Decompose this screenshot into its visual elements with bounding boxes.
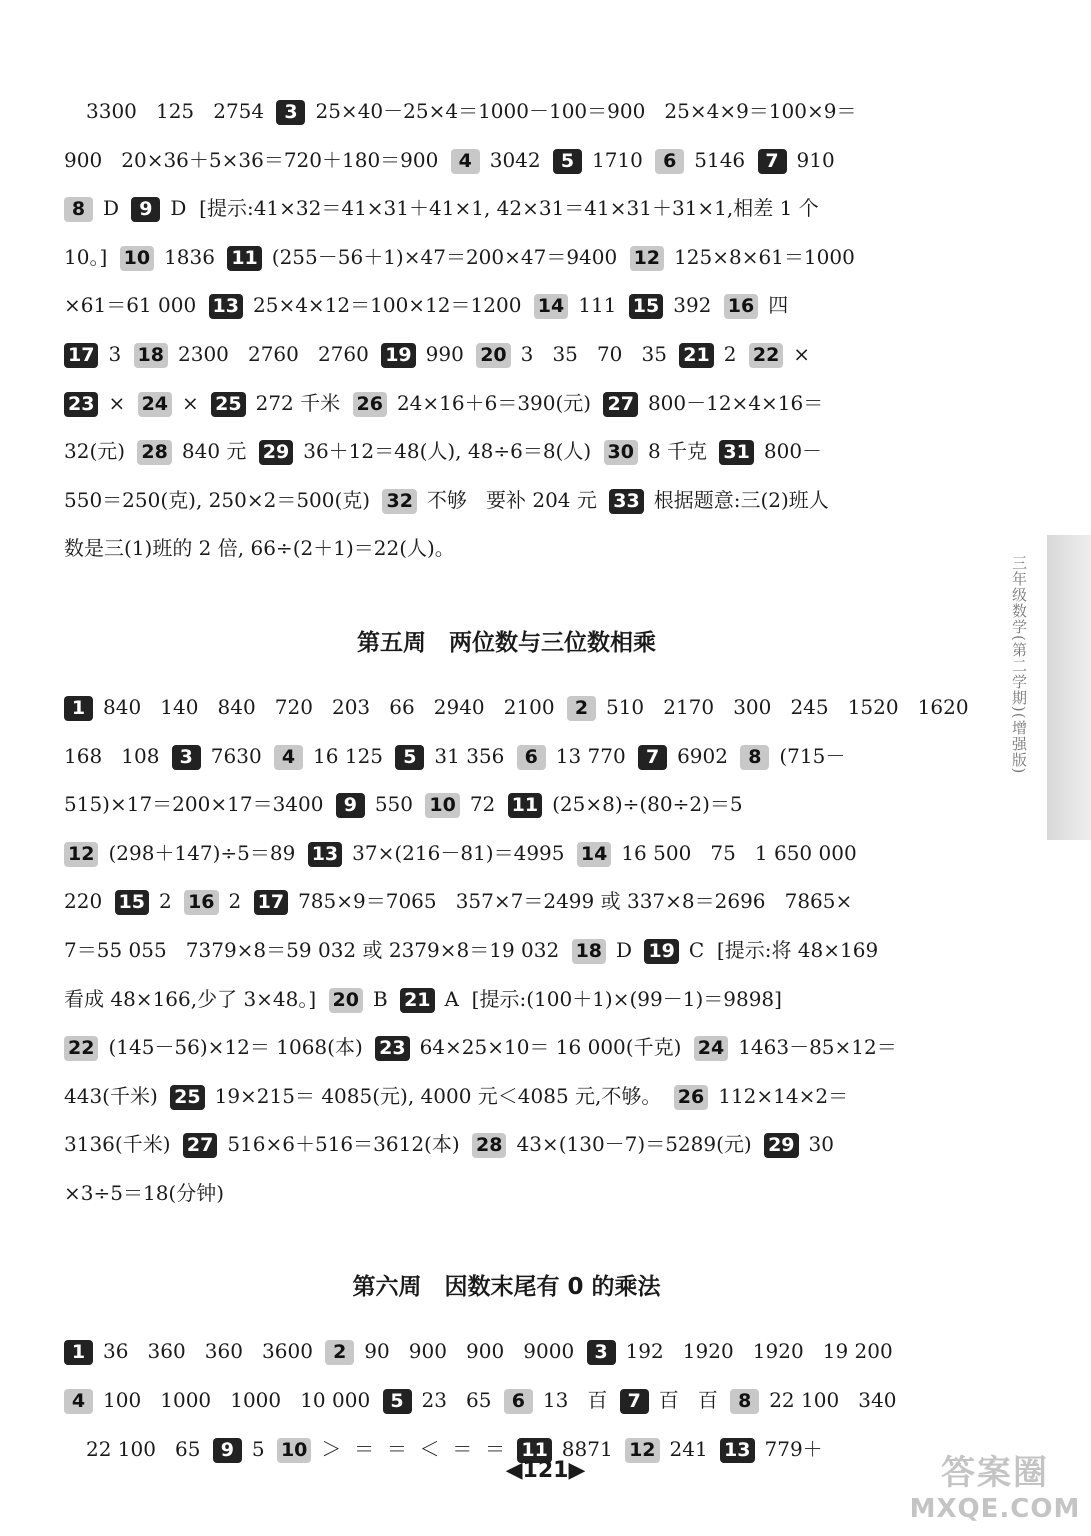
question-number-badge: 5: [395, 745, 424, 770]
page-number: ◀121▶: [505, 1458, 586, 1483]
answer-text: C [提示:将 48×169: [688, 937, 879, 962]
answer-text: 24×16＋6＝390(元): [396, 390, 598, 415]
question-number-badge: 11: [517, 1438, 551, 1463]
answer-text: 根据题意:三(2)班人: [653, 487, 829, 512]
answer-text: B: [373, 986, 395, 1011]
question-number-badge: 22: [749, 343, 783, 368]
answer-text: 22 100 65: [86, 1436, 207, 1461]
answer-text: 392: [673, 293, 718, 318]
question-number-badge: 21: [679, 343, 713, 368]
answer-text: 16 125: [313, 743, 390, 768]
watermark-logo: [900, 1455, 1090, 1535]
answer-text: 数是三(1)班的 2 倍, 66÷(2＋1)＝22(人)。: [64, 536, 455, 561]
section-heading: 第五周 两位数与三位数相乘: [357, 629, 656, 656]
answer-text: 516×6＋516＝3612(本): [227, 1132, 467, 1157]
question-number-badge: 8: [64, 197, 93, 222]
answer-text: (298＋147)÷5＝89: [108, 840, 302, 865]
answer-text: 四: [768, 293, 789, 318]
answer-text: 111: [578, 293, 623, 318]
question-number-badge: 17: [64, 343, 98, 368]
question-number-badge: 33: [609, 489, 643, 514]
question-number-badge: 12: [630, 246, 664, 271]
answer-line: [64, 136, 949, 185]
answer-text: 32(元): [64, 439, 132, 464]
question-number-badge: 25: [211, 392, 245, 417]
answer-line: [64, 87, 949, 136]
answer-line: [64, 379, 949, 428]
answer-text: 64×25×10＝ 16 000(千克): [419, 1035, 688, 1060]
question-number-badge: 29: [764, 1133, 798, 1158]
question-number-badge: 12: [625, 1438, 659, 1463]
answer-text: 2: [228, 889, 248, 914]
answer-text: D [提示:41×32＝41×31＋41×1, 42×31＝41×31＋31×1,相差 1 个: [170, 196, 819, 221]
answer-text: ×: [108, 390, 132, 415]
answer-text: 8 千克: [647, 439, 714, 464]
answer-text: 112×14×2＝: [718, 1083, 849, 1108]
question-number-badge: 23: [64, 392, 98, 417]
answer-text: (145－56)×12＝ 1068(本): [108, 1035, 370, 1060]
answer-line: [64, 1023, 949, 1072]
question-number-badge: 7: [758, 149, 787, 174]
question-number-badge: 27: [183, 1133, 217, 1158]
section-heading: 第六周 因数末尾有 0 的乘法: [352, 1274, 661, 1301]
answer-text: 910: [796, 147, 835, 172]
question-number-badge: 31: [719, 440, 753, 465]
answer-text: 220: [64, 889, 109, 914]
answer-text: 550: [374, 792, 420, 817]
answer-text: (25×8)÷(80÷2)＝5: [552, 792, 743, 817]
question-number-badge: 2: [567, 696, 596, 721]
question-number-badge: 6: [504, 1389, 533, 1414]
answer-text: 25×40－25×4＝1000－100＝900 25×4×9＝100×9＝: [315, 99, 857, 123]
answer-text: 443(千米): [64, 1083, 165, 1108]
answer-text: 72: [469, 792, 502, 817]
answer-line: [64, 780, 949, 829]
question-number-badge: 14: [577, 842, 611, 867]
answer-text: 90 900 900 9000: [364, 1339, 581, 1364]
answer-text: 241: [669, 1436, 715, 1461]
answer-text: 1836: [164, 244, 222, 269]
question-number-badge: 18: [134, 343, 168, 368]
watermark-en: MXQE.COM: [909, 1494, 1081, 1524]
question-number-badge: 20: [476, 343, 510, 368]
answer-text: 5: [251, 1436, 271, 1461]
answer-text: 3 35 70 35: [520, 341, 674, 366]
answer-text: 2: [158, 889, 179, 914]
question-number-badge: 16: [184, 890, 218, 915]
answer-text: 840 元: [181, 439, 253, 464]
question-number-badge: 11: [508, 793, 542, 818]
answer-text: 6902: [677, 743, 735, 768]
side-tab: [1047, 535, 1091, 840]
question-number-badge: 32: [382, 489, 416, 514]
answer-line: [64, 1169, 949, 1218]
watermark-cn: 答案圈: [941, 1453, 1049, 1493]
question-number-badge: 24: [138, 392, 172, 417]
answer-text: 5146: [694, 147, 752, 172]
question-number-badge: 12: [64, 842, 98, 867]
question-number-badge: 1: [64, 1340, 93, 1365]
answer-text: 10。]: [64, 244, 114, 269]
answer-text: 7630: [210, 743, 269, 768]
answer-text: 2300 2760 2760: [178, 341, 376, 366]
answer-content: [64, 87, 969, 1473]
answer-text: 36 360 360 3600: [103, 1339, 320, 1364]
question-number-badge: 19: [381, 343, 415, 368]
answer-text: 800－: [763, 439, 823, 464]
answer-text: 1710: [591, 147, 650, 172]
answer-line: [64, 1072, 949, 1121]
question-number-badge: 3: [172, 745, 201, 770]
answer-text: 990: [425, 341, 471, 366]
answer-text: 25×4×12＝100×12＝1200: [253, 293, 528, 318]
answer-text: 37×(216－81)＝4995: [352, 840, 571, 865]
answer-text: ＞ ＝ ＝ ＜ ＝ ＝: [321, 1436, 512, 1461]
question-number-badge: 20: [329, 988, 363, 1013]
question-number-badge: 17: [254, 890, 288, 915]
answer-text: 840 140 840 720 203 66 2940 2100: [103, 694, 561, 719]
question-number-badge: 16: [724, 294, 758, 319]
answer-text: ×: [182, 390, 206, 415]
question-number-badge: 22: [64, 1036, 98, 1061]
question-number-badge: 28: [472, 1133, 506, 1158]
answer-text: 23 65: [421, 1388, 498, 1413]
question-number-badge: 26: [674, 1085, 708, 1110]
answer-line: [64, 1376, 949, 1425]
answer-text: 8871: [561, 1436, 620, 1461]
answer-text: 510 2170 300 245 1520 1620: [605, 694, 969, 719]
question-number-badge: 21: [400, 988, 434, 1013]
answer-text: 7＝55 055 7379×8＝59 032 或 2379×8＝19 032: [64, 937, 566, 962]
answer-line: [64, 926, 949, 975]
answer-text: 百 百: [658, 1388, 725, 1413]
answer-line: [64, 233, 949, 282]
answer-text: 13 770: [555, 743, 633, 768]
question-number-badge: 23: [375, 1036, 409, 1061]
question-number-badge: 8: [730, 1389, 759, 1414]
question-number-badge: 8: [740, 745, 769, 770]
question-number-badge: 26: [353, 392, 387, 417]
answer-text: 900 20×36＋5×36＝720＋180＝900: [64, 147, 445, 172]
answer-text: 100 1000 1000 10 000: [103, 1388, 377, 1413]
side-tab-label: 三年级数学(第二学期)(增强版): [1010, 555, 1028, 775]
question-number-badge: 30: [604, 440, 638, 465]
question-number-badge: 3: [276, 100, 305, 125]
answer-line: [64, 1327, 949, 1376]
answer-line: [64, 877, 949, 926]
question-number-badge: 29: [259, 440, 293, 465]
answer-text: 不够 要补 204 元: [426, 487, 604, 512]
answer-text: 看成 48×166,少了 3×48。]: [64, 986, 323, 1011]
question-number-badge: 10: [120, 246, 154, 271]
answer-text: 31 356: [434, 743, 511, 768]
answer-text: D: [616, 937, 639, 962]
question-number-badge: 4: [451, 149, 480, 174]
question-number-badge: 27: [603, 392, 637, 417]
answer-text: 550＝250(克), 250×2＝500(克): [64, 487, 377, 512]
answer-line: [64, 683, 969, 732]
answer-text: 13 百: [542, 1388, 614, 1413]
answer-text: 272 千米: [255, 390, 347, 415]
answer-text: 19×215＝ 4085(元), 4000 元＜4085 元,不够。: [214, 1083, 668, 1108]
answer-text: 36＋12＝48(人), 48÷6＝8(人): [303, 439, 598, 464]
answer-text: 3: [108, 341, 128, 366]
question-number-badge: 9: [213, 1438, 242, 1463]
answer-text: 800－12×4×16＝: [647, 390, 824, 415]
question-number-badge: 28: [137, 440, 171, 465]
answer-text: 30: [808, 1132, 834, 1157]
answer-text: 3136(千米): [64, 1132, 177, 1157]
answer-text: D: [103, 196, 126, 221]
answer-text: ×61＝61 000: [64, 293, 203, 318]
answer-text: 192 1920 1920 19 200: [625, 1339, 893, 1364]
answer-text: 43×(130－7)＝5289(元): [516, 1132, 759, 1157]
answer-text: 22 100 340: [769, 1388, 897, 1413]
question-number-badge: 3: [587, 1340, 616, 1365]
answer-line: [64, 427, 949, 476]
question-number-badge: 15: [629, 294, 663, 319]
question-number-badge: 2: [325, 1340, 354, 1365]
question-number-badge: 10: [277, 1438, 311, 1463]
answer-text: ×3÷5＝18(分钟): [64, 1180, 225, 1205]
answer-text: 1463－85×12＝: [738, 1035, 897, 1060]
question-number-badge: 24: [694, 1036, 728, 1061]
answer-text: 3042: [489, 147, 547, 172]
answer-text: 168 108: [64, 743, 166, 768]
answer-line: [64, 732, 949, 781]
question-number-badge: 9: [131, 197, 160, 222]
answer-text: (255－56＋1)×47＝200×47＝9400: [271, 244, 624, 269]
question-number-badge: 1: [64, 696, 93, 721]
answer-text: 125×8×61＝1000: [674, 244, 855, 269]
answer-text: (715－: [779, 743, 846, 768]
question-number-badge: 13: [308, 842, 342, 867]
answer-line: [64, 1120, 949, 1169]
question-number-badge: 5: [383, 1389, 412, 1414]
answer-text: A [提示:(100＋1)×(99－1)＝9898]: [444, 986, 782, 1011]
answer-text: ×: [793, 341, 811, 366]
question-number-badge: 7: [620, 1389, 649, 1414]
question-number-badge: 19: [644, 939, 678, 964]
question-number-badge: 7: [638, 745, 667, 770]
question-number-badge: 4: [64, 1389, 93, 1414]
answer-text: 16 500 75 1 650 000: [621, 840, 857, 865]
question-number-badge: 10: [425, 793, 459, 818]
question-number-badge: 18: [572, 939, 606, 964]
answer-text: 515)×17＝200×17＝3400: [64, 792, 330, 817]
question-number-badge: 13: [720, 1438, 754, 1463]
question-number-badge: 5: [553, 149, 582, 174]
answer-text: 2: [723, 341, 743, 366]
question-number-badge: 9: [336, 793, 365, 818]
answer-line: [64, 184, 949, 233]
question-number-badge: 25: [170, 1085, 204, 1110]
answer-line: [64, 975, 949, 1024]
question-number-badge: 11: [227, 246, 261, 271]
answer-text: 3300 125 2754: [86, 99, 271, 123]
answer-text: 785×9＝7065 357×7＝2499 或 337×8＝2696 7865×: [298, 889, 853, 914]
answer-line: [64, 524, 949, 573]
answer-text: 779＋: [764, 1436, 823, 1461]
question-number-badge: 6: [655, 149, 684, 174]
answer-line: [64, 281, 949, 330]
question-number-badge: 14: [534, 294, 568, 319]
question-number-badge: 4: [274, 745, 303, 770]
answer-line: [64, 829, 949, 878]
question-number-badge: 13: [209, 294, 243, 319]
answer-line: [64, 476, 949, 525]
answer-line: [64, 330, 949, 379]
question-number-badge: 6: [517, 745, 546, 770]
question-number-badge: 15: [115, 890, 149, 915]
